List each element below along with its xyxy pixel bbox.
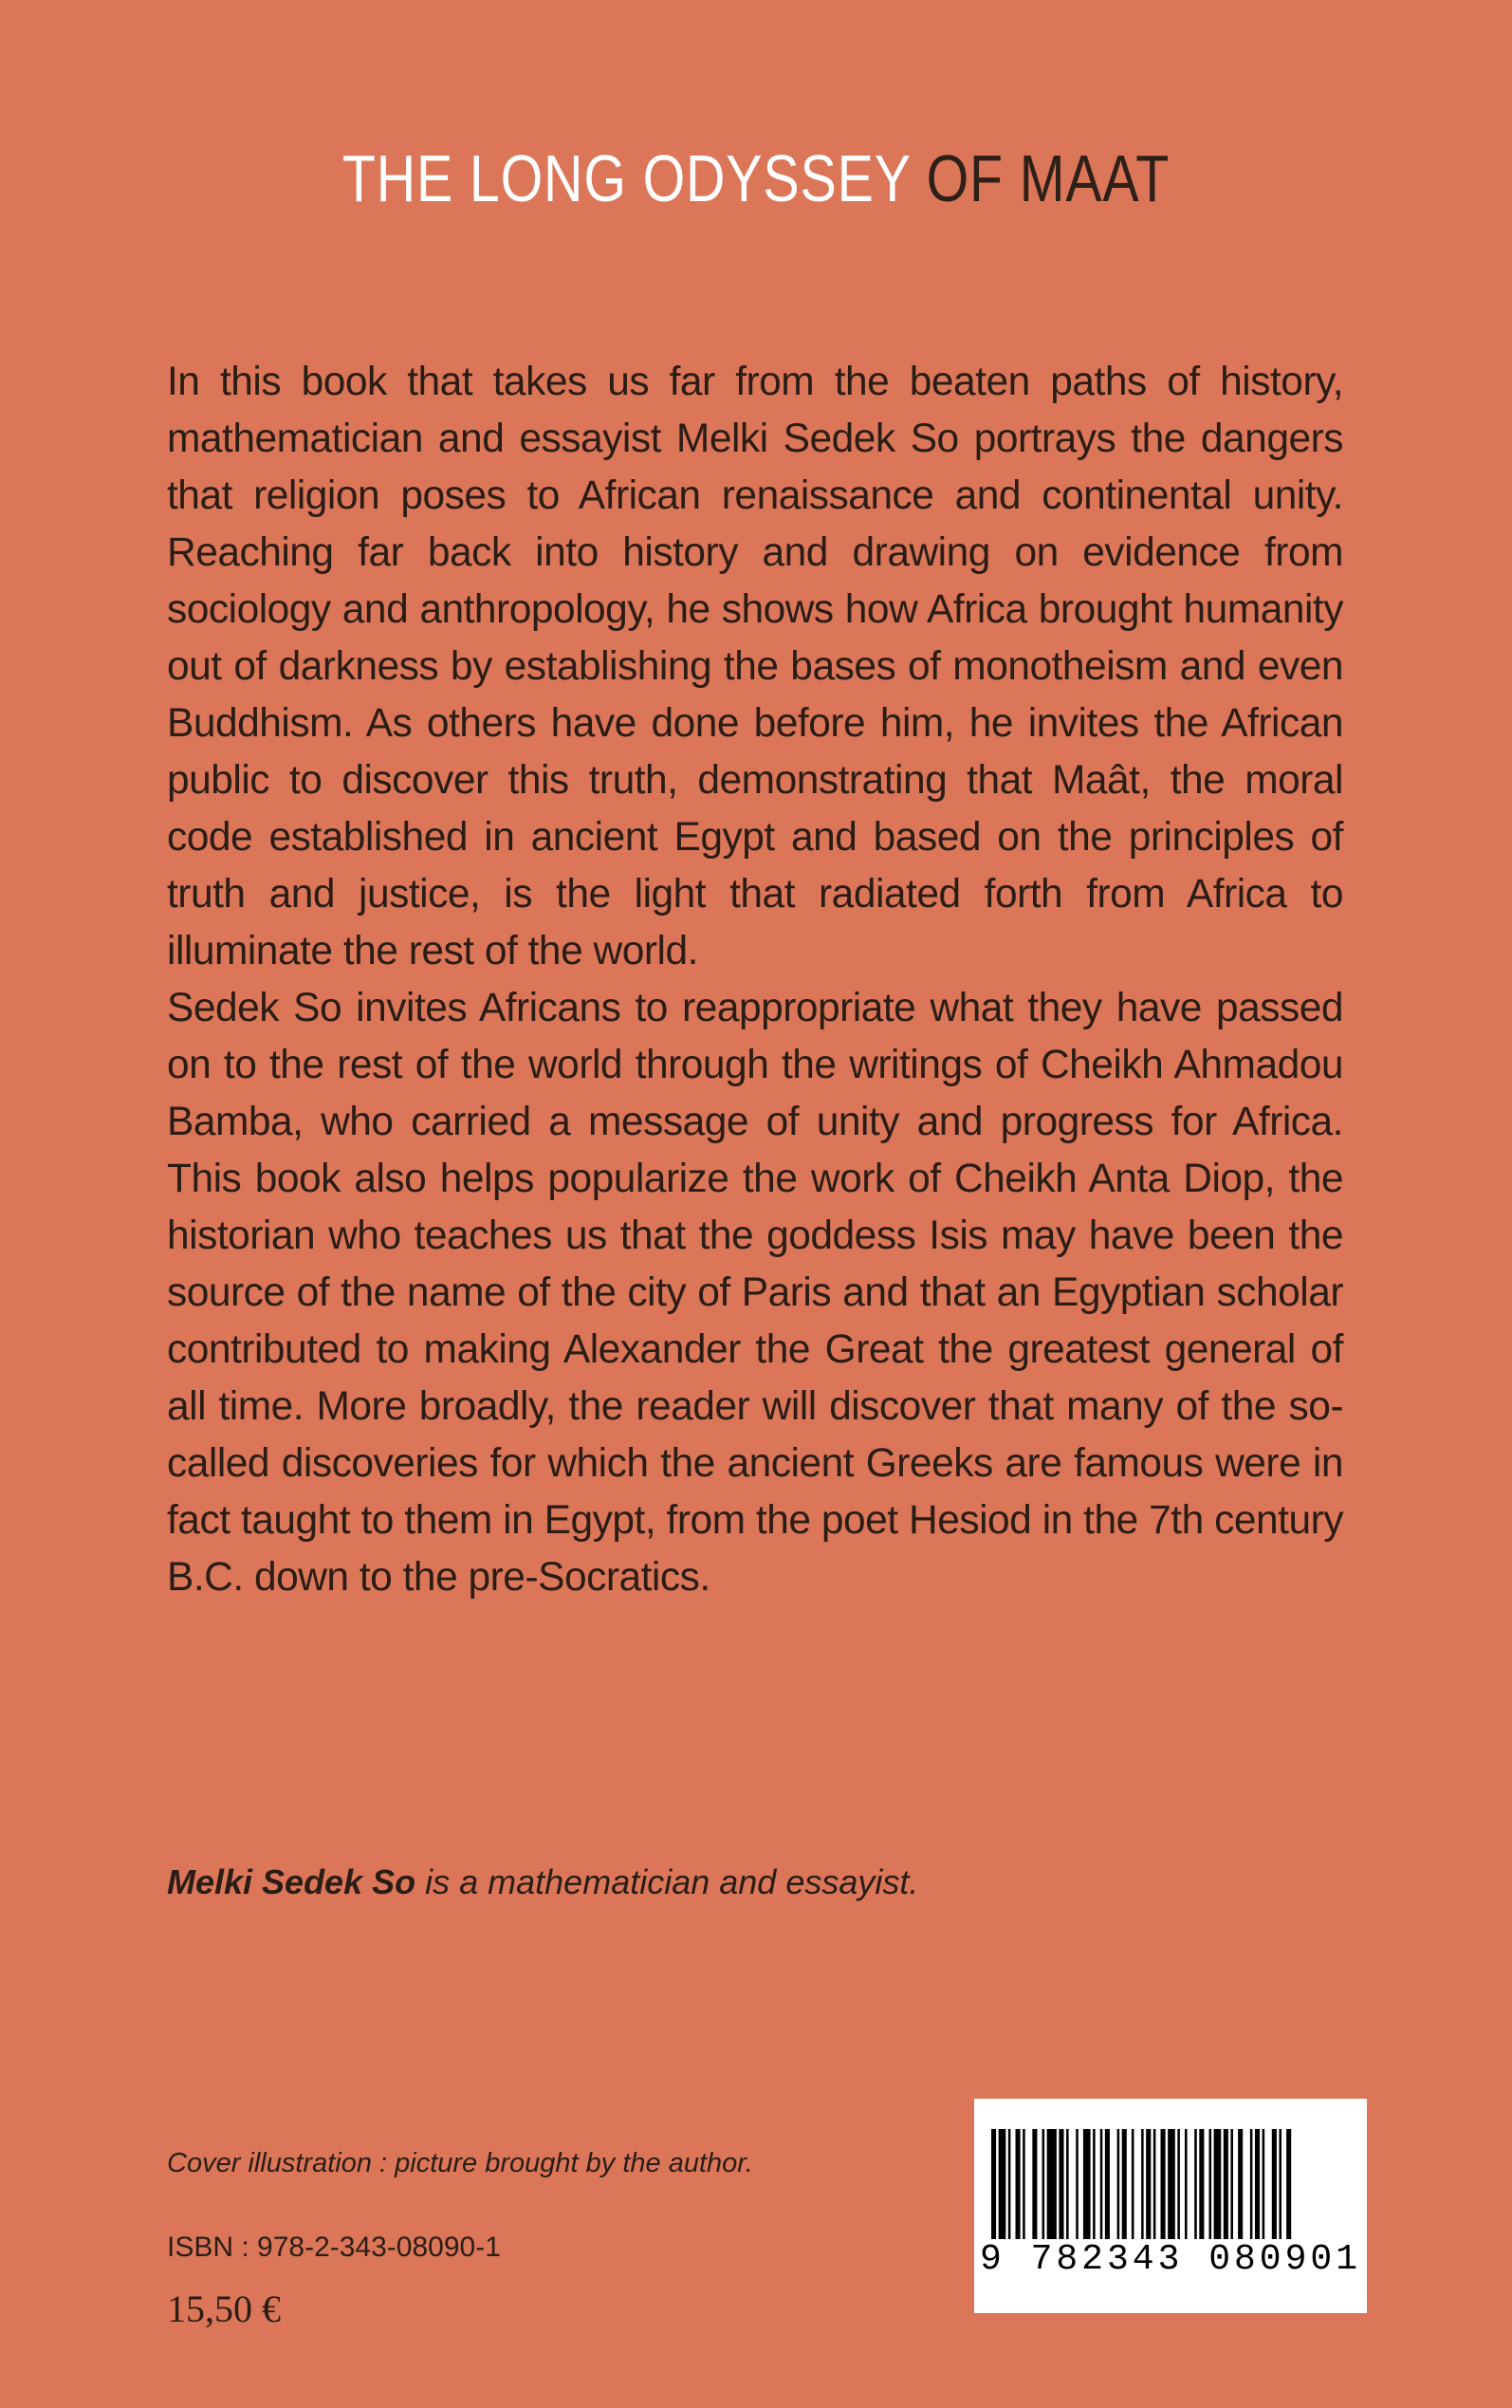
barcode-bar [1214, 2129, 1222, 2239]
barcode-bar [1177, 2129, 1180, 2239]
author-name: Melki Sedek So [167, 1862, 416, 1901]
blurb-paragraph-2: Sedek So invites Africans to reappropriate what they have passed on to the rest of the world through the writings of Cheikh Ahmadou Bamba, who carried a message of unity and progress for Africa. This book also helps popularize the work of Cheikh Anta Diop, the historian who teaches us that the goddess Isis may have been the source of the name of the city of Paris and that an Egyptian scholar contributed to making Alexander the Great the greatest general of all time. More broadly, the reader will discover that many of the so-called discoveries for which the ancient Greeks are famous were in fact taught to them in Egypt, from the poet Hesiod in the 7th century B.C. down to the pre-Socratics. [167, 986, 1343, 1600]
barcode-bar [1016, 2129, 1021, 2239]
barcode-bar [1032, 2129, 1037, 2239]
barcode-bar [1042, 2129, 1045, 2239]
barcode-digits: 9 782343 080901 [979, 2239, 1362, 2280]
cover-credit: Cover illustration : picture brought by the author. [167, 2148, 753, 2178]
barcode-bar [1083, 2129, 1091, 2239]
barcode-bar [1059, 2129, 1063, 2239]
barcode-bar [1263, 2129, 1265, 2239]
barcode-bar [1141, 2129, 1144, 2239]
blurb-paragraph-1: In this book that takes us far from the beaten paths of history, mathematician and essayist Melki Sedek So portrays the dangers that religion poses to African renaissance and continental unity. Reaching far back into history and drawing on evidence from sociology and anthropology, he shows how Africa brought humanity out of darkness by establishing the bases of monotheism and even Buddhism. As others have done before him, he invites the African public to discover this truth, demonstrating that Maât, the moral code established in ancient Egypt and based on the principles of truth and justice, is the light that radiated forth from Africa to illuminate the rest of the world. [167, 360, 1343, 973]
barcode-bar [1199, 2129, 1204, 2239]
barcode-bar [999, 2129, 1006, 2239]
barcode-bar [1230, 2129, 1233, 2239]
barcode-bar [1168, 2129, 1175, 2239]
barcode [974, 2099, 1367, 2313]
barcode-bar [1279, 2129, 1282, 2239]
barcode-bar [1224, 2129, 1228, 2239]
isbn: ISBN : 978-2-343-08090-1 [167, 2232, 501, 2263]
barcode-bar [1066, 2129, 1069, 2239]
barcode-bar [1047, 2129, 1057, 2239]
barcode-bar [1209, 2129, 1212, 2239]
barcode-bar [1093, 2129, 1096, 2239]
barcode-bar [1194, 2129, 1197, 2239]
author-description: is a mathematician and essayist. [425, 1862, 919, 1901]
barcode-bar [1122, 2129, 1127, 2239]
barcode-bar [1272, 2129, 1277, 2239]
barcode-bars [991, 2129, 1350, 2239]
price: 15,50 € [167, 2288, 281, 2330]
barcode-bar [1076, 2129, 1079, 2239]
barcode-bar [1286, 2129, 1291, 2239]
book-title [136, 142, 1375, 215]
barcode-bar [1132, 2129, 1134, 2239]
barcode-bar [1023, 2129, 1025, 2239]
barcode-bar [1161, 2129, 1166, 2239]
barcode-bar [1238, 2129, 1243, 2239]
author-note [167, 1862, 918, 1902]
barcode-bar [1117, 2129, 1120, 2239]
barcode-bar [1008, 2129, 1011, 2239]
title-part-dark: OF MAAT [926, 141, 1171, 215]
barcode-bar [1105, 2129, 1110, 2239]
title-part-light: THE LONG ODYSSEY [341, 141, 911, 215]
blurb [167, 354, 1343, 1606]
barcode-bar [1185, 2129, 1188, 2239]
barcode-bar [1153, 2129, 1156, 2239]
barcode-bar [1255, 2129, 1260, 2239]
barcode-bar [1100, 2129, 1103, 2239]
barcode-bar [1146, 2129, 1151, 2239]
barcode-bar [1250, 2129, 1253, 2239]
barcode-bar [991, 2129, 996, 2239]
